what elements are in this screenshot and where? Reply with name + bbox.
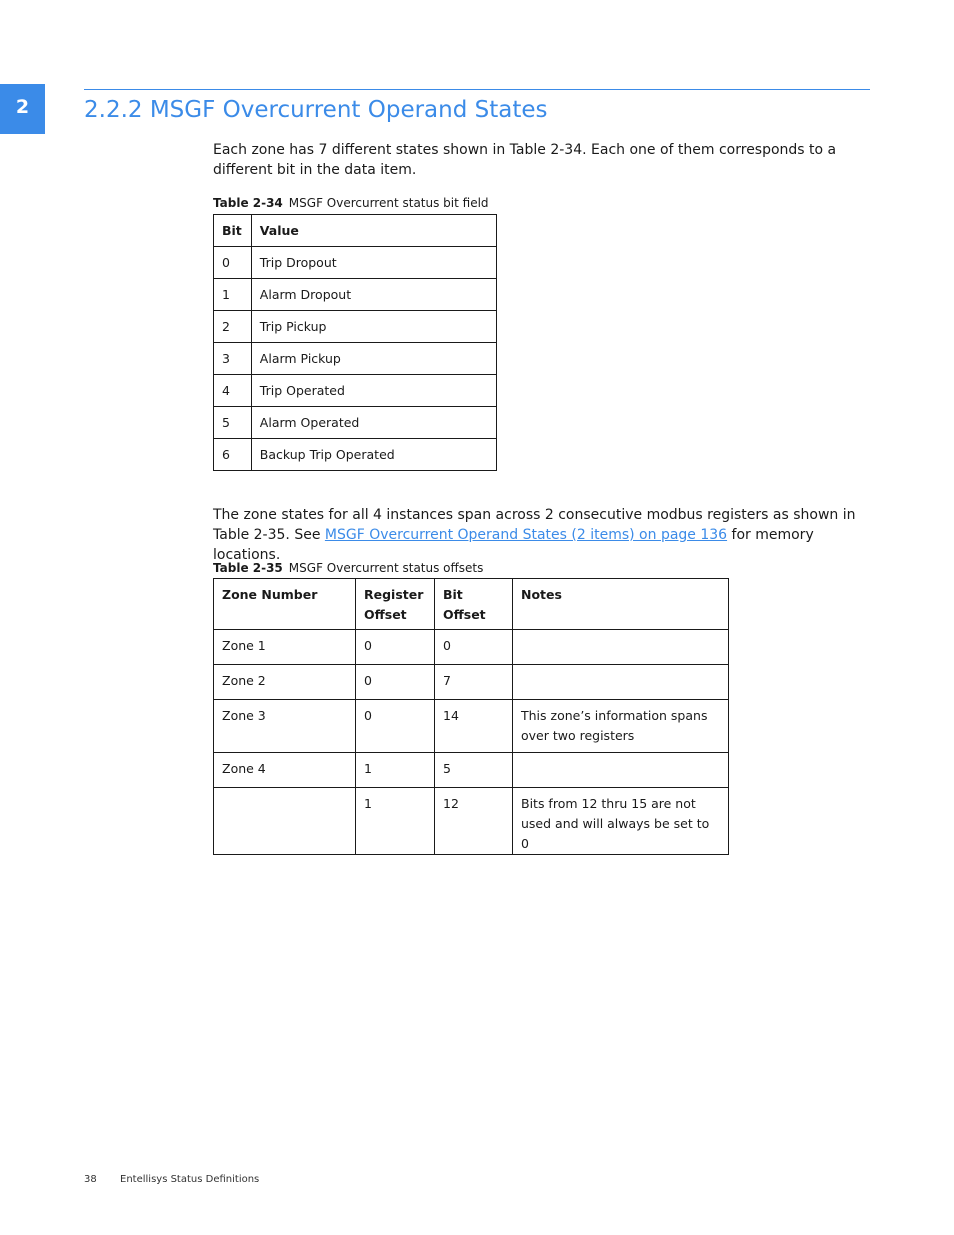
- bit-cell: 6: [214, 439, 252, 471]
- bit-cell: 3: [214, 343, 252, 375]
- zone-cell: Zone 1: [214, 630, 356, 665]
- table1-caption-number: Table 2-34: [213, 196, 283, 210]
- value-cell: Alarm Operated: [251, 407, 496, 439]
- bit-cell: 4: [214, 375, 252, 407]
- column-header-zone-number: Zone Number: [214, 579, 356, 630]
- table-row: [214, 630, 729, 665]
- table-row: [214, 788, 729, 855]
- intro-paragraph: Each zone has 7 different states shown in Table 2-34. Each one of them corresponds to a different bit in the data item.: [213, 142, 837, 178]
- table-row: [214, 375, 497, 407]
- table-row: [214, 311, 497, 343]
- table2-caption: [213, 560, 483, 576]
- bit-offset-cell: 14: [435, 700, 513, 753]
- table-row: [214, 700, 729, 753]
- bit-cell: 1: [214, 279, 252, 311]
- bit-offset-cell: 7: [435, 665, 513, 700]
- table-row: [214, 343, 497, 375]
- offsets-paragraph: [213, 505, 873, 565]
- register-offset-cell: 1: [356, 753, 435, 788]
- table-row: [214, 753, 729, 788]
- zone-cell: Zone 4: [214, 753, 356, 788]
- bit-cell: 0: [214, 247, 252, 279]
- table-row: [214, 279, 497, 311]
- bit-offset-cell: 5: [435, 753, 513, 788]
- footer-page-number: 38: [84, 1174, 97, 1185]
- register-offset-cell: 0: [356, 630, 435, 665]
- bit-offset-cell: 12: [435, 788, 513, 855]
- cross-reference-link[interactable]: MSGF Overcurrent Operand States (2 items) on page 136: [324, 527, 728, 543]
- table2-caption-number: Table 2-35: [213, 561, 283, 575]
- table-header-row: [214, 215, 497, 247]
- column-header-bit: Bit: [214, 215, 252, 247]
- chapter-tab: 2: [0, 84, 45, 134]
- table1-caption: [213, 195, 489, 211]
- table-row: [214, 665, 729, 700]
- status-offsets-table: [213, 578, 729, 855]
- section-heading: 2.2.2 MSGF Overcurrent Operand States: [84, 97, 548, 123]
- notes-cell: [513, 753, 729, 788]
- value-cell: Alarm Dropout: [251, 279, 496, 311]
- bit-cell: 5: [214, 407, 252, 439]
- value-cell: Alarm Pickup: [251, 343, 496, 375]
- table1-caption-text: MSGF Overcurrent status bit field: [288, 196, 489, 210]
- notes-cell: This zone’s information spans over two registers: [513, 700, 729, 753]
- value-cell: Trip Dropout: [251, 247, 496, 279]
- value-cell: Backup Trip Operated: [251, 439, 496, 471]
- value-cell: Trip Operated: [251, 375, 496, 407]
- table2-caption-text: MSGF Overcurrent status offsets: [288, 561, 484, 575]
- table-header-row: [214, 579, 729, 630]
- zone-cell: Zone 2: [214, 665, 356, 700]
- notes-cell: Bits from 12 thru 15 are not used and will always be set to 0: [513, 788, 729, 855]
- value-cell: Trip Pickup: [251, 311, 496, 343]
- zone-cell: Zone 3: [214, 700, 356, 753]
- table-row: [214, 439, 497, 471]
- bit-cell: 2: [214, 311, 252, 343]
- register-offset-cell: 1: [356, 788, 435, 855]
- bit-offset-cell: 0: [435, 630, 513, 665]
- paragraph-text-before-link: The zone states for all 4 instances span across 2 consecutive modbus registers as shown in Table 2-35. See: [213, 507, 856, 543]
- table-row: [214, 247, 497, 279]
- bit-field-table: [213, 214, 497, 471]
- footer-document-title: Entellisys Status Definitions: [120, 1174, 260, 1185]
- notes-cell: [513, 630, 729, 665]
- register-offset-cell: 0: [356, 665, 435, 700]
- table-row: [214, 407, 497, 439]
- notes-cell: [513, 665, 729, 700]
- register-offset-cell: 0: [356, 700, 435, 753]
- column-header-register-offset: Register Offset: [356, 579, 435, 630]
- zone-cell: [214, 788, 356, 855]
- column-header-value: Value: [251, 215, 496, 247]
- paragraph-text-after-link: for memory locations.: [213, 527, 814, 563]
- column-header-notes: Notes: [513, 579, 729, 630]
- column-header-bit-offset: Bit Offset: [435, 579, 513, 630]
- header-rule: [84, 89, 870, 90]
